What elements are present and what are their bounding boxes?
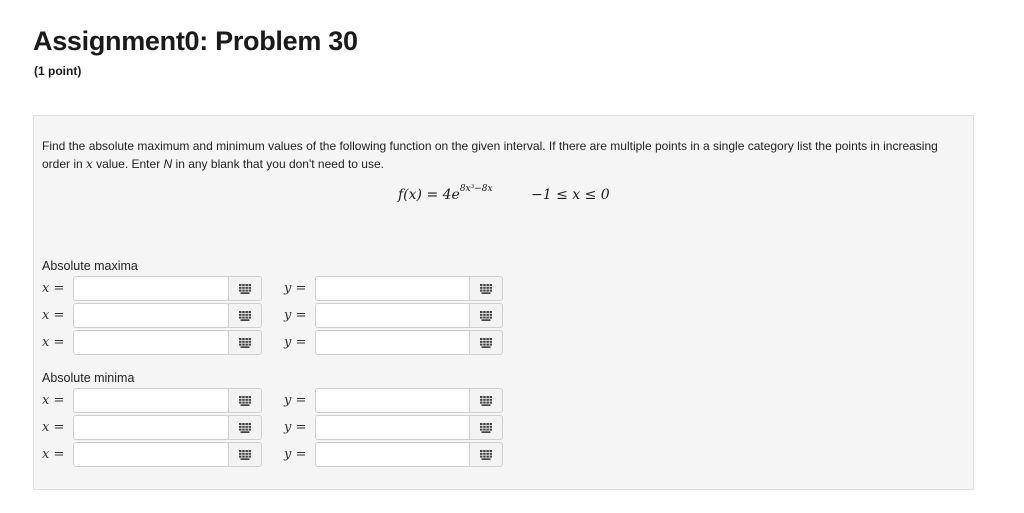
min-y1-label: y = (284, 393, 307, 408)
function-formula (398, 184, 493, 203)
max-x2-equation-editor-button[interactable] (228, 303, 262, 328)
points-label: (1 point) (34, 64, 82, 78)
prompt-var-N: N (163, 157, 173, 171)
max-y3-input[interactable] (315, 330, 471, 355)
formula-exponent: 8x³−8x (459, 184, 493, 194)
min-y1-input[interactable] (315, 388, 471, 413)
keyboard-grid-icon (480, 311, 492, 321)
max-y2-input[interactable] (315, 303, 471, 328)
prompt-text-3: in any blank that you don't need to use. (172, 157, 384, 171)
min-x3-equation-editor-button[interactable] (228, 442, 262, 467)
keyboard-grid-icon (480, 423, 492, 433)
page-title: Assignment0: Problem 30 (33, 26, 358, 56)
prompt-text-1: Find the absolute maximum and minimum values of the following function on the given interval. If there are multiple points in a single category list the points in increasing order in (42, 139, 938, 171)
max-x2-label: x = (42, 308, 65, 323)
keyboard-grid-icon (239, 338, 251, 348)
max-y3-label: y = (284, 335, 307, 350)
min-x3-input[interactable] (73, 442, 229, 467)
keyboard-grid-icon (480, 338, 492, 348)
max-x3-label: x = (42, 335, 65, 350)
keyboard-grid-icon (239, 450, 251, 460)
keyboard-grid-icon (480, 284, 492, 294)
min-x2-input[interactable] (73, 415, 229, 440)
minima-label: Absolute minima (42, 371, 135, 385)
min-x1-equation-editor-button[interactable] (228, 388, 262, 413)
max-x1-input[interactable] (73, 276, 229, 301)
prompt-var-x: x (86, 157, 93, 171)
max-y2-label: y = (284, 308, 307, 323)
min-y2-input[interactable] (315, 415, 471, 440)
interval-constraint: −1 ≤ x ≤ 0 (531, 187, 610, 203)
min-x1-input[interactable] (73, 388, 229, 413)
max-y1-equation-editor-button[interactable] (469, 276, 503, 301)
max-y1-input[interactable] (315, 276, 471, 301)
max-x1-equation-editor-button[interactable] (228, 276, 262, 301)
keyboard-grid-icon (480, 450, 492, 460)
problem-panel (33, 115, 974, 490)
max-y3-equation-editor-button[interactable] (469, 330, 503, 355)
min-x2-equation-editor-button[interactable] (228, 415, 262, 440)
formula-lhs: f(x) = 4e (398, 187, 460, 203)
min-x3-label: x = (42, 447, 65, 462)
min-y3-equation-editor-button[interactable] (469, 442, 503, 467)
max-x2-input[interactable] (73, 303, 229, 328)
min-y3-label: y = (284, 447, 307, 462)
min-y2-equation-editor-button[interactable] (469, 415, 503, 440)
min-y2-label: y = (284, 420, 307, 435)
maxima-label: Absolute maxima (42, 259, 138, 273)
max-x1-label: x = (42, 281, 65, 296)
max-y2-equation-editor-button[interactable] (469, 303, 503, 328)
keyboard-grid-icon (239, 311, 251, 321)
keyboard-grid-icon (239, 396, 251, 406)
min-x1-label: x = (42, 393, 65, 408)
max-x3-equation-editor-button[interactable] (228, 330, 262, 355)
keyboard-grid-icon (239, 284, 251, 294)
min-y3-input[interactable] (315, 442, 471, 467)
keyboard-grid-icon (239, 423, 251, 433)
keyboard-grid-icon (480, 396, 492, 406)
max-x3-input[interactable] (73, 330, 229, 355)
min-x2-label: x = (42, 420, 65, 435)
max-y1-label: y = (284, 281, 307, 296)
prompt-text-2: value. Enter (92, 157, 164, 171)
problem-prompt (42, 137, 962, 173)
min-y1-equation-editor-button[interactable] (469, 388, 503, 413)
